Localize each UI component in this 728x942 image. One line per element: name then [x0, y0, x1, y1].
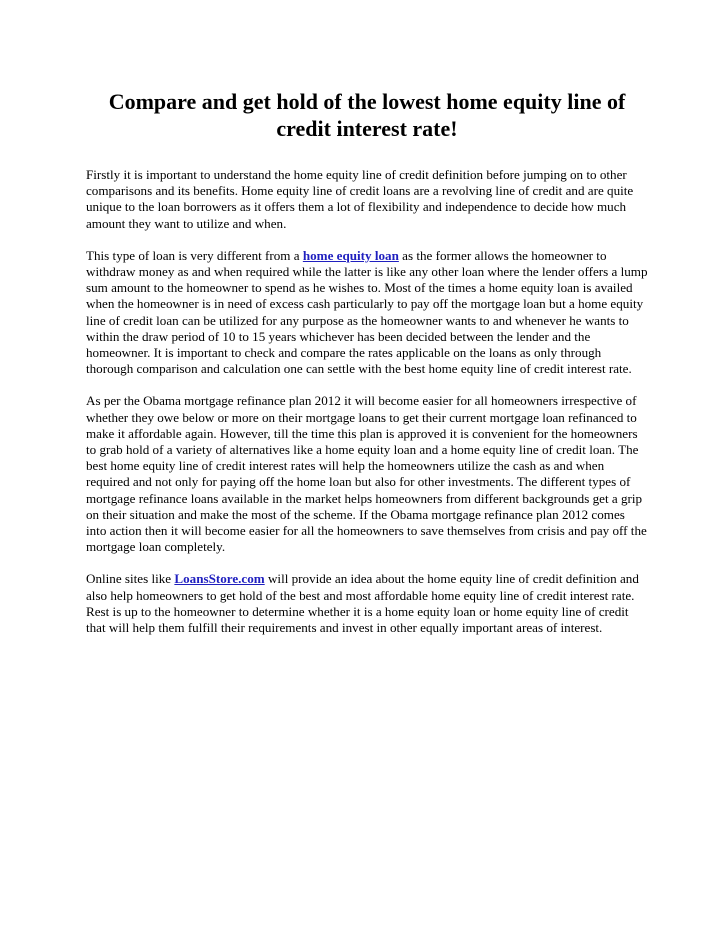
- document-title: Compare and get hold of the lowest home equity line of credit interest rate!: [108, 89, 626, 141]
- paragraph-2: [86, 248, 648, 378]
- paragraph-4-text-before: Online sites like: [86, 571, 175, 587]
- home-equity-loan-link[interactable]: home equity loan: [302, 247, 399, 263]
- paragraph-2-text-after: as the former allows the homeowner to withdraw money as and when required while the latter is like any other loan where the lender offers a lump sum amount to the homeowner to spend as he wishes to. Most of the times a home equity loan is availed when the homeowner is in need of excess cash particularly to pay off the mortgage loan but a home equity line of credit loan can be utilized for any purpose as the homeowner wants to and whenever he wants to within the draw period of 10 to 15 years whichever has been decided between the lender and the homeowner. It is important to check and compare the rates applicable on the loans as only through thorough comparison and calculation one can settle with the best home equity line of credit interest rate.: [86, 247, 648, 377]
- paragraph-1: Firstly it is important to understand the home equity line of credit definition before jumping on to other comparisons and its benefits. Home equity line of credit loans are a revolving line of credit and are quite unique to the loan borrowers as it offers them a lot of flexibility and independence to decide how much amount they want to utilize and when.: [86, 167, 634, 231]
- paragraph-2-text-before: This type of loan is very different from a: [86, 247, 303, 263]
- paragraph-3: As per the Obama mortgage refinance plan 2012 it will become easier for all homeowners irrespective of whether they owe below or more on their mortgage loans to get their current mortgage loan refinanced to make it affordable again. However, till the time this plan is approved it is convenient for the homeowners to grab hold of a variety of alternatives like a home equity loan and a home equity line of credit loan. The best home equity line of credit interest rates will help the homeowners utilize the cash as and when required and not only for paying off the home loan but also for other investments. The different types of mortgage refinance loans available in the market helps homeowners from different backgrounds get a grip on their situation and make the most of the scheme. If the Obama mortgage refinance plan 2012 comes into action then it will become easier for all the homeowners to save themselves from crisis and pay off the mortgage loan completely.: [86, 393, 647, 555]
- paragraph-4: [86, 571, 648, 636]
- paragraph-4-text-after: will provide an idea about the home equity line of credit definition and also help homeowners to get hold of the best and most affordable home equity line of credit interest rate. Rest is up to the homeowner to determine whether it is a home equity loan or home equity line of credit that will help them fulfill their requirements and invest in other equally important areas of interest.: [86, 571, 639, 636]
- loansstore-link[interactable]: LoansStore.com: [174, 571, 265, 587]
- document-page: [86, 88, 648, 636]
